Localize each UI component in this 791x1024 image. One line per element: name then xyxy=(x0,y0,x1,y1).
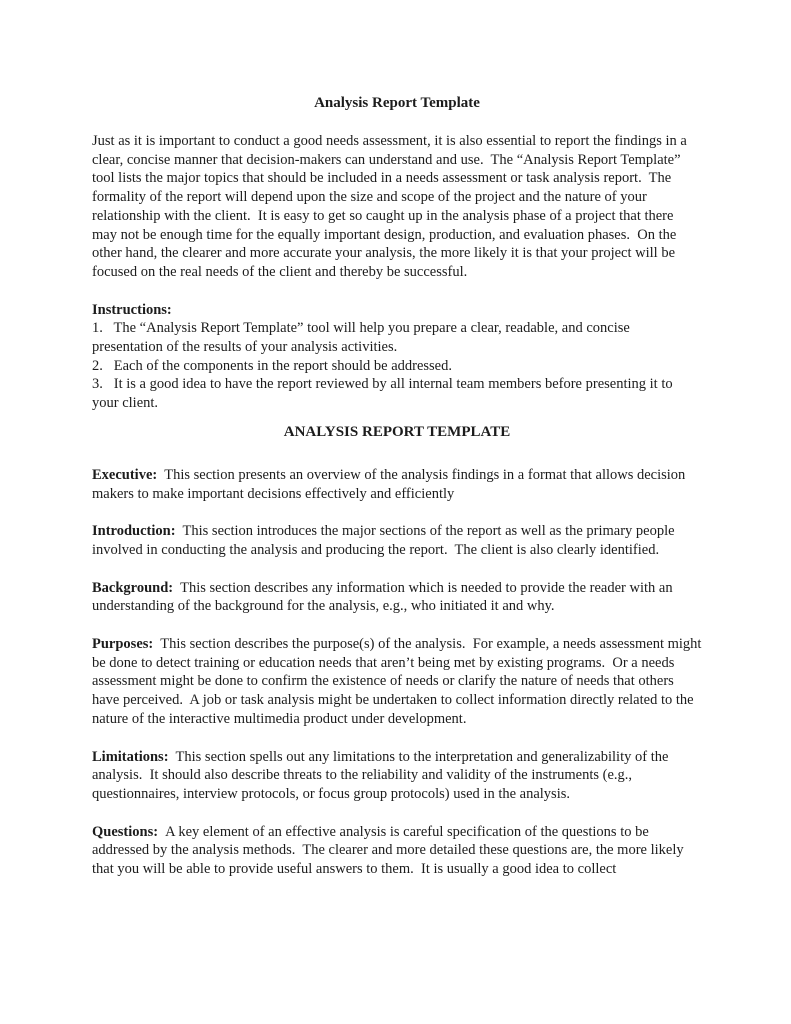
section-executive xyxy=(92,466,702,503)
section-questions xyxy=(92,823,702,879)
section-introduction-label: Introduction: xyxy=(92,523,176,540)
section-background-label: Background: xyxy=(92,579,174,596)
section-limitations xyxy=(92,748,702,804)
section-executive-text: This section presents an overview of the analysis findings in a format that allows decision makers to make important decisions effectively and efficiently xyxy=(92,466,689,502)
section-limitations-label: Limitations: xyxy=(92,748,169,765)
section-limitations-text: This section spells out any limitations to the interpretation and generalizability of the analysis. It should also describe threats to the reliability and validity of the instruments (e.g., questionnaires, interview protocols, or focus group protocols) used in the analysis. xyxy=(92,748,673,802)
section-purposes-text: This section describes the purpose(s) of the analysis. For example, a needs assessment might be done to detect training or education needs that aren’t being met by existing programs. Or a needs assessment might be done to confirm the existence of needs or clarify the nature of needs that others have perceived. A job or task analysis might be undertaken to collect information directly related to the nature of the interactive multimedia product under development. xyxy=(92,636,706,727)
section-executive-label: Executive: xyxy=(92,466,158,483)
section-questions-text: A key element of an effective analysis is careful specification of the questions to be addressed by the analysis methods. The clearer and more detailed these questions are, the more likely that you will be able to provide useful answers to them. It is usually a good idea to collect xyxy=(92,823,688,878)
instruction-item-1: 1. The “Analysis Report Template” tool will help you prepare a clear, readable, and concise presentation of the results of your analysis activities. xyxy=(92,320,634,356)
instruction-item-2: 2. Each of the components in the report should be addressed. xyxy=(92,357,452,374)
section-purposes xyxy=(92,635,706,729)
section-questions-label: Questions: xyxy=(92,823,159,840)
intro-paragraph: Just as it is important to conduct a good needs assessment, it is also essential to report the findings in a clear, concise manner that decision-makers can understand and use. The “Analysis Report Template” tool lists the major topics that should be included in a needs assessment or task analysis report. The formality of the report will depend upon the size and scope of the project and the nature of your relationship with the client. It is easy to get so caught up in the analysis phase of a project that there may not be enough time for the equally important design, production, and evaluation phases. On the other hand, the clearer and more accurate your analysis, the more likely it is that your project will be focused on the real needs of the client and thereby be successful. xyxy=(92,133,691,280)
section-background-text: This section describes any information which is needed to provide the reader with an understanding of the background for the analysis, e.g., who initiated it and why. xyxy=(92,579,677,615)
section-introduction-text: This section introduces the major sections of the report as well as the primary people involved in conducting the analysis and producing the report. The client is also clearly identified. xyxy=(92,523,679,558)
section-purposes-label: Purposes: xyxy=(92,636,154,653)
instructions-block xyxy=(92,301,702,413)
instruction-item-3: 3. It is a good idea to have the report reviewed by all internal team members before presenting it to your client. xyxy=(92,376,677,412)
document-title: Analysis Report Template xyxy=(314,95,480,111)
section-introduction xyxy=(92,522,702,559)
template-heading: ANALYSIS REPORT TEMPLATE xyxy=(283,423,511,440)
instructions-heading: Instructions: xyxy=(92,301,172,318)
section-background xyxy=(92,579,702,616)
